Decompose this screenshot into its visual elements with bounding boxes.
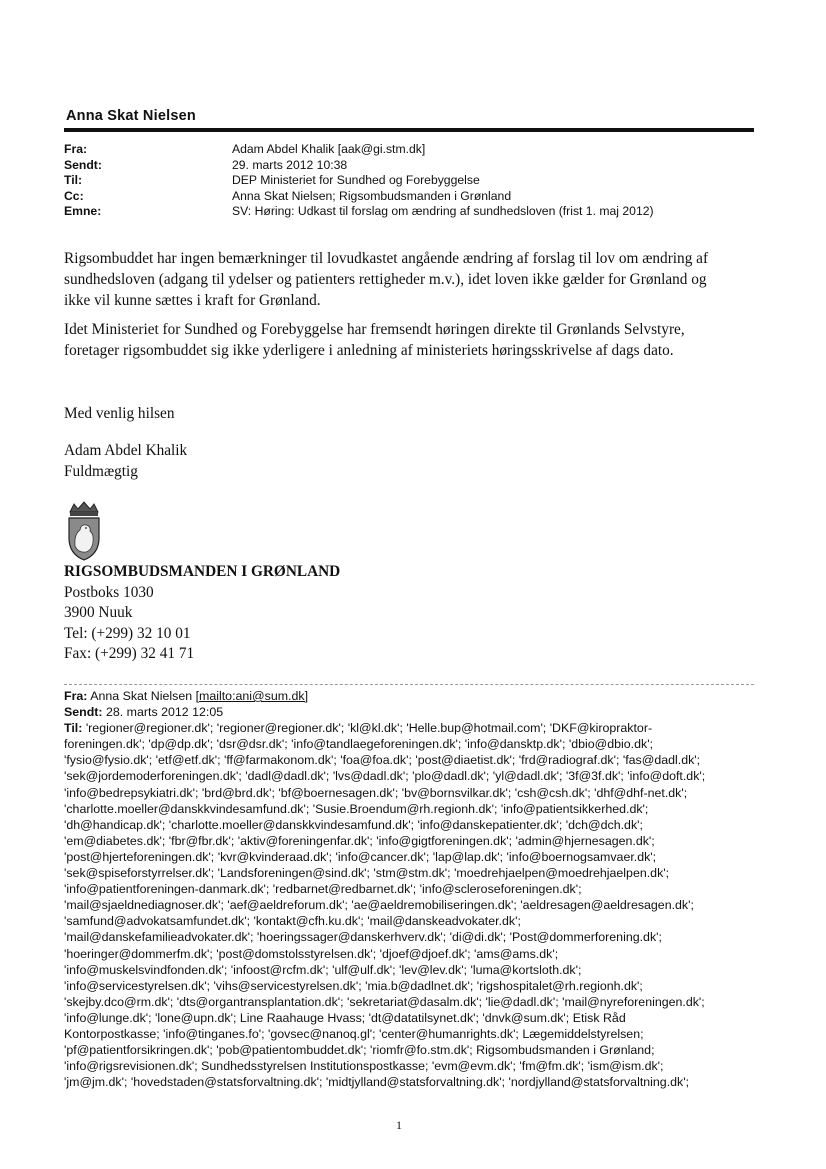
address-line: 3900 Nuuk — [64, 604, 133, 621]
forwarded-from-label: Fra: — [64, 689, 88, 703]
header-row-subject — [64, 204, 764, 220]
recipient-line: 'pf@patientforsikringen.dk'; 'pob@patientombuddet.dk'; 'riomfr@fo.stm.dk'; Rigsombudsmanden i Grønland; — [64, 1043, 655, 1058]
body-line: ikke vil kunne sættes i kraft for Grønland. — [64, 292, 321, 309]
header-row-sent — [64, 158, 764, 174]
to-label: Til: — [64, 173, 83, 187]
forwarded-to — [64, 720, 764, 736]
signer-name: Adam Abdel Khalik — [64, 442, 188, 459]
cc-label: Cc: — [64, 188, 84, 203]
sent-value: 29. marts 2012 10:38 — [232, 157, 348, 172]
sent-label: Sendt: — [64, 157, 102, 172]
organization-name: RIGSOMBUDSMANDEN I GRØNLAND — [64, 563, 341, 580]
greeting: Med venlig hilsen — [64, 405, 175, 422]
header-row-to — [64, 173, 764, 189]
body-line: Rigsombuddet har ingen bemærkninger til lovudkastet angående ændring af forslag til lov om ændring af — [64, 250, 709, 267]
recipient-line: 'em@diabetes.dk'; 'fbr@fbr.dk'; 'aktiv@foreningenfar.dk'; 'info@gigtforeningen.dk'; 'admin@hjernesagen.dk'; — [64, 833, 655, 848]
recipient-line: 'skejby.dco@rm.dk'; 'dts@organtransplantation.dk'; 'sekretariat@dasalm.dk'; 'lie@dadl.dk'; 'mail@nyreforeningen.dk'; — [64, 994, 705, 1009]
forwarded-message — [64, 688, 764, 1090]
recipient-line: foreningen.dk'; 'dp@dp.dk'; 'dsr@dsr.dk'; 'info@tandlaegeforeningen.dk'; 'info@dansktp.dk'; 'dbio@dbio.dk'; — [64, 737, 654, 752]
forwarded-to-line: 'regioner@regioner.dk'; 'regioner@regioner.dk'; 'kl@kl.dk'; 'Helle.bup@hotmail.com'; 'DKF@kiropraktor- — [85, 721, 653, 736]
header-divider — [64, 128, 754, 132]
forwarded-from — [64, 688, 764, 704]
recipient-line: 'post@hjerteforeningen.dk'; 'kvr@kvinderaad.dk'; 'info@cancer.dk'; 'lap@lap.dk'; 'info@boernogsamvaer.dk'; — [64, 849, 657, 864]
page-number: 1 — [396, 1118, 402, 1132]
body-paragraph-1 — [64, 248, 764, 311]
body-line: Idet Ministeriet for Sundhed og Forebyggelse har fremsendt høringen direkte til Grønlands Selvstyre, — [64, 321, 685, 338]
from-label: Fra: — [64, 142, 88, 156]
recipient-line: 'fysio@fysio.dk'; 'etf@etf.dk'; 'ff@farmakonom.dk'; 'foa@foa.dk'; 'post@diaetist.dk'; 'frd@radiograf.dk'; 'fas@dadl.dk'; — [64, 753, 701, 768]
body-line: foretager rigsombuddet sig ikke yderligere i anledning af ministeriets høringsskrivelse af dags dato. — [64, 342, 674, 359]
subject-value: SV: Høring: Udkast til forslag om ændring af sundhedsloven (frist 1. maj 2012) — [232, 204, 654, 218]
signature-block — [64, 440, 764, 482]
from-value: Adam Abdel Khalik [aak@gi.stm.dk] — [232, 142, 426, 156]
phone-line: Tel: (+299) 32 10 01 — [64, 624, 191, 642]
forwarded-sent — [64, 704, 764, 720]
recipient-line: 'info@servicestyrelsen.dk'; 'vihs@servicestyrelsen.dk'; 'mia.b@dadlnet.dk'; 'rigshospitalet@rh.regionh.dk'; — [64, 978, 643, 993]
email-header — [64, 142, 764, 220]
forwarded-sent-value: 28. marts 2012 12:05 — [106, 705, 224, 720]
signer-title: Fuldmægtig — [64, 463, 138, 480]
recipient-line: 'hoeringer@dommerfm.dk'; 'post@domstolsstyrelsen.dk'; 'djoef@djoef.dk'; 'ams@ams.dk'; — [64, 946, 559, 961]
forwarded-to-label: Til: — [64, 721, 83, 736]
header-row-from — [64, 142, 764, 158]
recipient-line: 'jm@jm.dk'; 'hovedstaden@statsforvaltning.dk'; 'midtjylland@statsforvaltning.dk'; 'nordjylland@statsforvaltning.dk'; — [64, 1075, 690, 1090]
header-row-cc — [64, 189, 764, 205]
recipient-line: 'info@lunge.dk'; 'lone@upn.dk'; Line Raahauge Hvass; 'dt@datatilsynet.dk'; 'dnvk@sum.dk'; Etisk Råd — [64, 1010, 626, 1025]
coat-of-arms-polar-bear-icon — [64, 500, 104, 562]
forward-separator — [64, 684, 754, 685]
recipient-line: 'sek@jordemoderforeningen.dk'; 'dadl@dadl.dk'; 'lvs@dadl.dk'; 'plo@dadl.dk'; 'yl@dadl.dk'; '3f@3f.dk'; 'info@doft.dk'; — [64, 769, 706, 784]
recipient-line: 'sek@spiseforstyrrelser.dk'; 'Landsforeningen@sind.dk'; 'stm@stm.dk'; 'moedrehjaelpen@moedrehjaelpen.dk'; — [64, 866, 670, 881]
recipient-line: 'info@patientforeningen-danmark.dk'; 'redbarnet@redbarnet.dk'; 'info@scleroseforeningen.dk'; — [64, 882, 582, 897]
recipient-line: 'mail@danskefamilieadvokater.dk'; 'hoeringssager@danskerhverv.dk'; 'di@di.dk'; 'Post@dommerforening.dk'; — [64, 930, 662, 945]
forwarded-from-mailto-link[interactable]: [mailto:ani@sum.dk] — [195, 689, 309, 703]
body-paragraph-2 — [64, 319, 764, 361]
address-line: Postboks 1030 — [64, 583, 154, 601]
recipient-line: 'mail@sjaeldnediagnoser.dk'; 'aef@aeldreforum.dk'; 'ae@aeldremobiliseringen.dk'; 'aeldresagen@aeldresagen.dk'; — [64, 898, 694, 913]
recipient-line: 'dh@handicap.dk'; 'charlotte.moeller@danskkvindesamfund.dk'; 'info@danskepatienter.dk'; 'dch@dch.dk'; — [64, 817, 643, 832]
to-value: DEP Ministeriet for Sundhed og Forebyggelse — [232, 173, 480, 187]
recipient-line: Kontorpostkasse; 'info@tinganes.fo'; 'govsec@nanoq.gl'; 'center@humanrights.dk'; Lægemiddelstyrelsen; — [64, 1026, 644, 1041]
recipient-line: 'charlotte.moeller@danskkvindesamfund.dk'; 'Susie.Broendum@rh.regionh.dk'; 'info@patientsikkerhed.dk'; — [64, 801, 649, 816]
forwarded-from-value: Anna Skat Nielsen — [90, 689, 196, 703]
fax-line: Fax: (+299) 32 41 71 — [64, 645, 195, 662]
recipient-line: 'info@bedrepsykiatri.dk'; 'brd@brd.dk'; 'bf@boernesagen.dk'; 'bv@bornsvilkar.dk'; 'csh@csh.dk'; 'dhf@dhf-net.dk'; — [64, 785, 688, 800]
forwarded-sent-label: Sendt: — [64, 705, 103, 720]
recipient-line: 'samfund@advokatsamfundet.dk'; 'kontakt@cfh.ku.dk'; 'mail@danskeadvokater.dk'; — [64, 914, 521, 929]
recipient-line: 'info@rigsrevisionen.dk'; Sundhedsstyrelsen Institutionspostkasse; 'evm@evm.dk'; 'fm@fm.dk'; 'ism@ism.dk'; — [64, 1059, 664, 1074]
cc-value: Anna Skat Nielsen; Rigsombudsmanden i Grønland — [232, 188, 512, 203]
subject-label: Emne: — [64, 204, 102, 218]
recipient-line: 'info@muskelsvindfonden.dk'; 'infoost@rcfm.dk'; 'ulf@ulf.dk'; 'lev@lev.dk'; 'luma@kortsloth.dk'; — [64, 962, 582, 977]
organization-block — [64, 562, 564, 665]
body-line: sundhedsloven (adgang til ydelser og patienters rettigheder m.v.), idet loven ikke gælder for Grønland og — [64, 271, 707, 288]
recipient-list — [64, 736, 764, 1090]
sender-name: Anna Skat Nielsen — [66, 108, 196, 124]
